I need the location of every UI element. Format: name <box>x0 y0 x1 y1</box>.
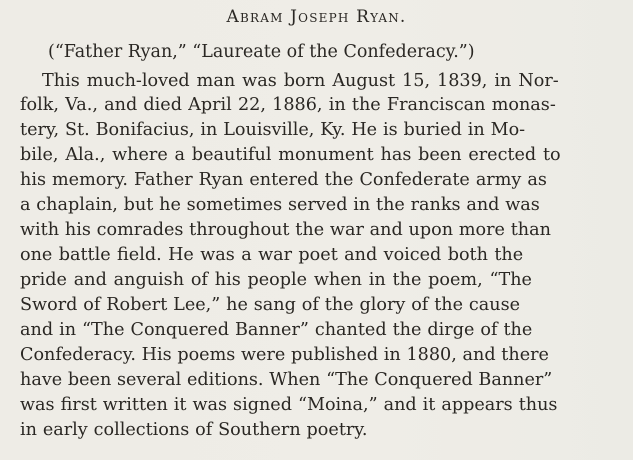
text-line: tery, St. Bonifacius, in Louisville, Ky. He is buried in Mo- <box>20 120 526 140</box>
text-line: was first written it was signed “Moina,” and it appears thus <box>20 395 558 415</box>
text-line: folk, Va., and died April 22, 1886, in the Franciscan monas- <box>20 95 556 115</box>
text-line: This much-loved man was born August 15, 1839, in Nor- <box>42 71 559 91</box>
text-line: his memory. Father Ryan entered the Confederate army as <box>20 170 547 190</box>
text-line: one battle field. He was a war poet and voiced both the <box>20 245 524 265</box>
text-line: have been several editions. When “The Conquered Banner” <box>20 370 553 390</box>
text-line: a chaplain, but he sometimes served in the ranks and was <box>20 195 540 215</box>
text-line: in early collections of Southern poetry. <box>20 420 368 440</box>
text-line: pride and anguish of his people when in the poem, “The <box>20 270 532 290</box>
text-line: with his comrades throughout the war and upon more than <box>20 220 551 240</box>
page-title: Abram Joseph Ryan. <box>226 7 407 27</box>
text-line: Confederacy. His poems were published in 1880, and there <box>20 345 549 365</box>
page-subtitle: (“Father Ryan,” “Laureate of the Confederacy.”) <box>48 42 475 62</box>
text-line: and in “The Conquered Banner” chanted the dirge of the <box>20 320 533 340</box>
text-line: Sword of Robert Lee,” he sang of the glory of the cause <box>20 295 521 315</box>
text-line: bile, Ala., where a beautiful monument has been erected to <box>20 145 561 165</box>
